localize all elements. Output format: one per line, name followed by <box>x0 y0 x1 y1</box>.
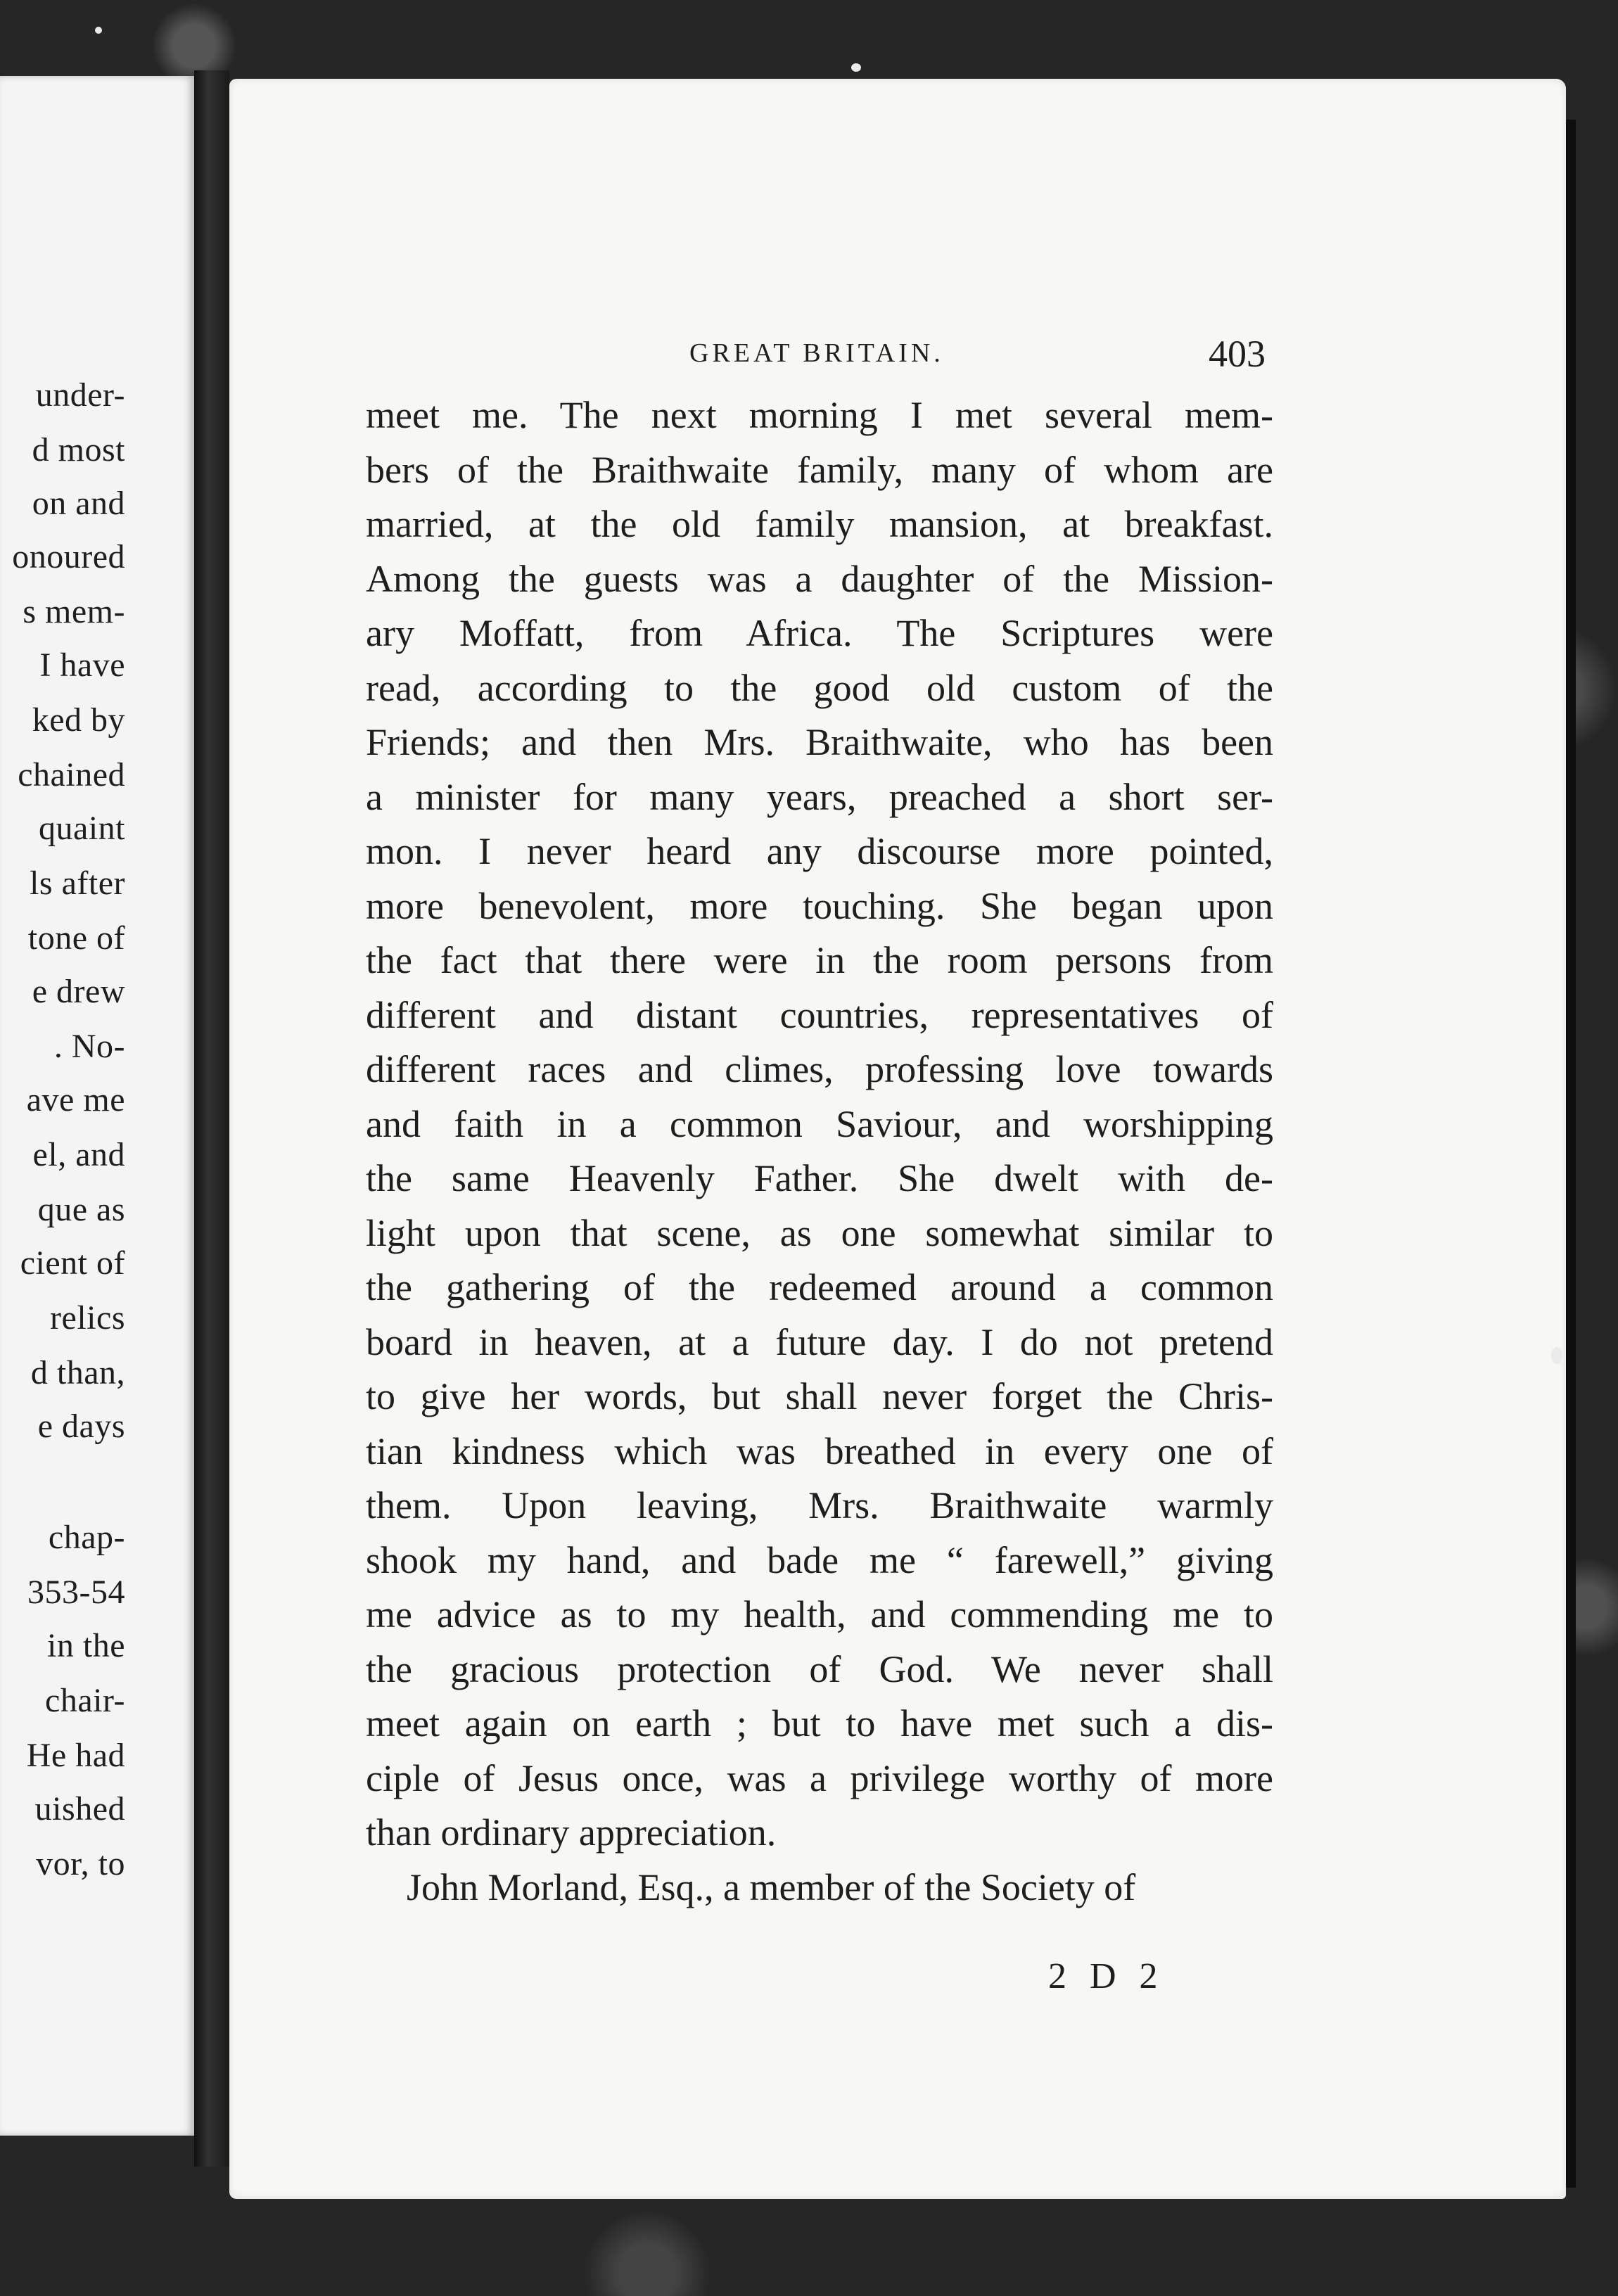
text-line: different races and climes, professing love towards <box>366 1048 1273 1090</box>
left-page-line: ls after <box>30 865 125 902</box>
left-page-line: in the <box>47 1627 125 1664</box>
left-page-line: vor, to <box>36 1845 125 1882</box>
dust-speck <box>1551 1347 1562 1364</box>
text-line: married, at the old family mansion, at breakfast. <box>366 503 1273 545</box>
left-page-line: ave me <box>26 1081 125 1118</box>
text-line: them. Upon leaving, Mrs. Braithwaite warmly <box>366 1484 1273 1526</box>
dust-speck <box>95 27 102 34</box>
text-line: Friends; and then Mrs. Braithwaite, who has been <box>366 721 1273 763</box>
left-page-line: e days <box>37 1408 125 1445</box>
text-line: tian kindness which was breathed in every one of <box>366 1429 1273 1472</box>
left-page-line: d than, <box>30 1354 125 1391</box>
left-page-line: s mem- <box>23 593 125 630</box>
text-line: to give her words, but shall never forget the Chris- <box>366 1375 1273 1417</box>
facing-page-left <box>0 76 194 2136</box>
left-page-line: que as <box>37 1191 125 1228</box>
left-page-line: He had <box>26 1737 125 1774</box>
text-line: the gathering of the redeemed around a common <box>366 1266 1273 1308</box>
left-page-line: 353-54 <box>27 1574 125 1611</box>
text-line: Among the guests was a daughter of the Mission- <box>366 557 1273 600</box>
text-line: board in heaven, at a future day. I do not pretend <box>366 1320 1273 1363</box>
left-page-line: I have <box>39 646 125 684</box>
text-line: light upon that scene, as one somewhat similar to <box>366 1211 1273 1254</box>
text-line: ciple of Jesus once, was a privilege worthy of more <box>366 1756 1273 1799</box>
text-line: meet me. The next morning I met several mem- <box>366 394 1273 436</box>
text-line: John Morland, Esq., a member of the Society of <box>407 1866 1136 1908</box>
left-page-line: tone of <box>27 919 125 957</box>
left-page-line: el, and <box>32 1136 125 1173</box>
text-line: than ordinary appreciation. <box>366 1811 777 1854</box>
left-page-line: chap- <box>48 1519 125 1556</box>
left-page-line: onoured <box>12 538 125 575</box>
dust-speck <box>851 63 861 72</box>
left-page-line: cient of <box>20 1244 125 1282</box>
text-line: me advice as to my health, and commending me to <box>366 1593 1273 1635</box>
signature-mark: 2 D 2 <box>1048 1956 1165 1996</box>
text-line: ary Moffatt, from Africa. The Scriptures were <box>366 612 1273 654</box>
text-line: mon. I never heard any discourse more pointed, <box>366 830 1273 872</box>
text-line: the gracious protection of God. We never shall <box>366 1647 1273 1690</box>
text-line: meet again on earth ; but to have met such a dis- <box>366 1702 1273 1745</box>
text-line: read, according to the good old custom of the <box>366 666 1273 709</box>
text-line: bers of the Braithwaite family, many of whom are <box>366 448 1273 491</box>
text-line: the fact that there were in the room persons from <box>366 939 1273 981</box>
text-line: and faith in a common Saviour, and worshipping <box>366 1102 1273 1145</box>
left-page-line: on and <box>32 485 125 522</box>
book-spine-gutter <box>194 70 229 2167</box>
page-number: 403 <box>1209 333 1266 375</box>
text-line: shook my hand, and bade me “ farewell,” giving <box>366 1538 1273 1581</box>
running-head: GREAT BRITAIN. <box>689 338 944 368</box>
left-page-line: quaint <box>39 810 125 847</box>
text-line: more benevolent, more touching. She began upon <box>366 884 1273 927</box>
text-line: the same Heavenly Father. She dwelt with de- <box>366 1157 1273 1199</box>
text-line: different and distant countries, representatives of <box>366 993 1273 1036</box>
left-page-line: chained <box>18 756 125 793</box>
left-page-line: . No- <box>53 1028 125 1065</box>
left-page-line: uished <box>34 1790 125 1828</box>
left-page-line: e drew <box>32 973 125 1010</box>
left-page-line: chair- <box>45 1682 125 1719</box>
left-page-line: d most <box>32 431 125 468</box>
text-line: a minister for many years, preached a short ser- <box>366 775 1273 818</box>
left-page-line: ked by <box>32 701 125 739</box>
left-page-line: relics <box>50 1299 125 1337</box>
left-page-line: under- <box>35 376 125 414</box>
